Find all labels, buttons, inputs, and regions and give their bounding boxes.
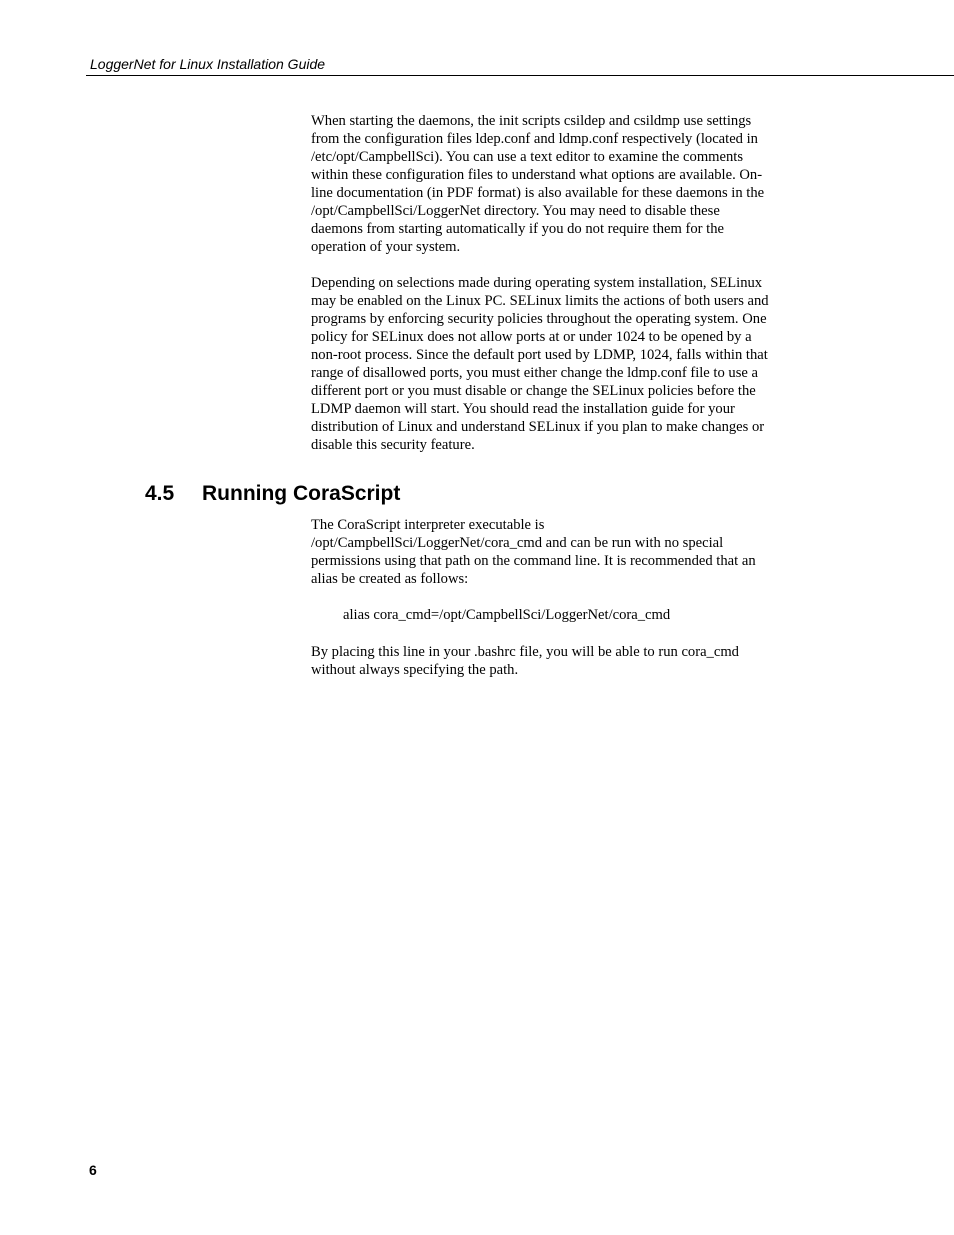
section-heading xyxy=(145,481,400,507)
selinux-paragraph: Depending on selections made during operating system installation, SELinux may be enabled on the Linux PC. SELinux limits the actions of both users and programs by enforcing security policies throughout the operating system. One policy for SELinux does not allow ports at or under 1024 to be opened by a non-root process. Since the default port used by LDMP, 1024, falls within that range of disallowed ports, you must either change the ldmp.conf file to use a different port or you must disable or change the SELinux policies before the LDMP daemon will start. You should read the installation guide for your distribution of Linux and understand SELinux if you plan to make changes or disable this security feature. xyxy=(311,275,769,453)
corascript-intro-paragraph: The CoraScript interpreter executable is /opt/CampbellSci/LoggerNet/cora_cmd and can be run with no special permissions using that path on the command line. It is recommended that an alias be created as follows: xyxy=(311,517,756,587)
bashrc-paragraph: By placing this line in your .bashrc file, you will be able to run cora_cmd without always specifying the path. xyxy=(311,644,739,678)
section-title: Running CoraScript xyxy=(202,482,401,505)
alias-command-line: alias cora_cmd=/opt/CampbellSci/LoggerNet/cora_cmd xyxy=(343,607,671,623)
header-rule xyxy=(86,75,954,76)
running-header: LoggerNet for Linux Installation Guide xyxy=(90,56,326,72)
daemon-settings-paragraph: When starting the daemons, the init scripts csildep and csildmp use settings from the configuration files ldep.conf and ldmp.conf respectively (located in /etc/opt/CampbellSci). You can use a text editor to examine the comments within these configuration files to understand what options are available. On- line documentation (in PDF format) is also available for these daemons in the /opt/CampbellSci/LoggerNet directory. You may need to disable these daemons from starting automatically if you do not require them for the operation of your system. xyxy=(311,113,765,255)
page-number: 6 xyxy=(89,1162,97,1178)
section-number: 4.5 xyxy=(145,482,175,505)
